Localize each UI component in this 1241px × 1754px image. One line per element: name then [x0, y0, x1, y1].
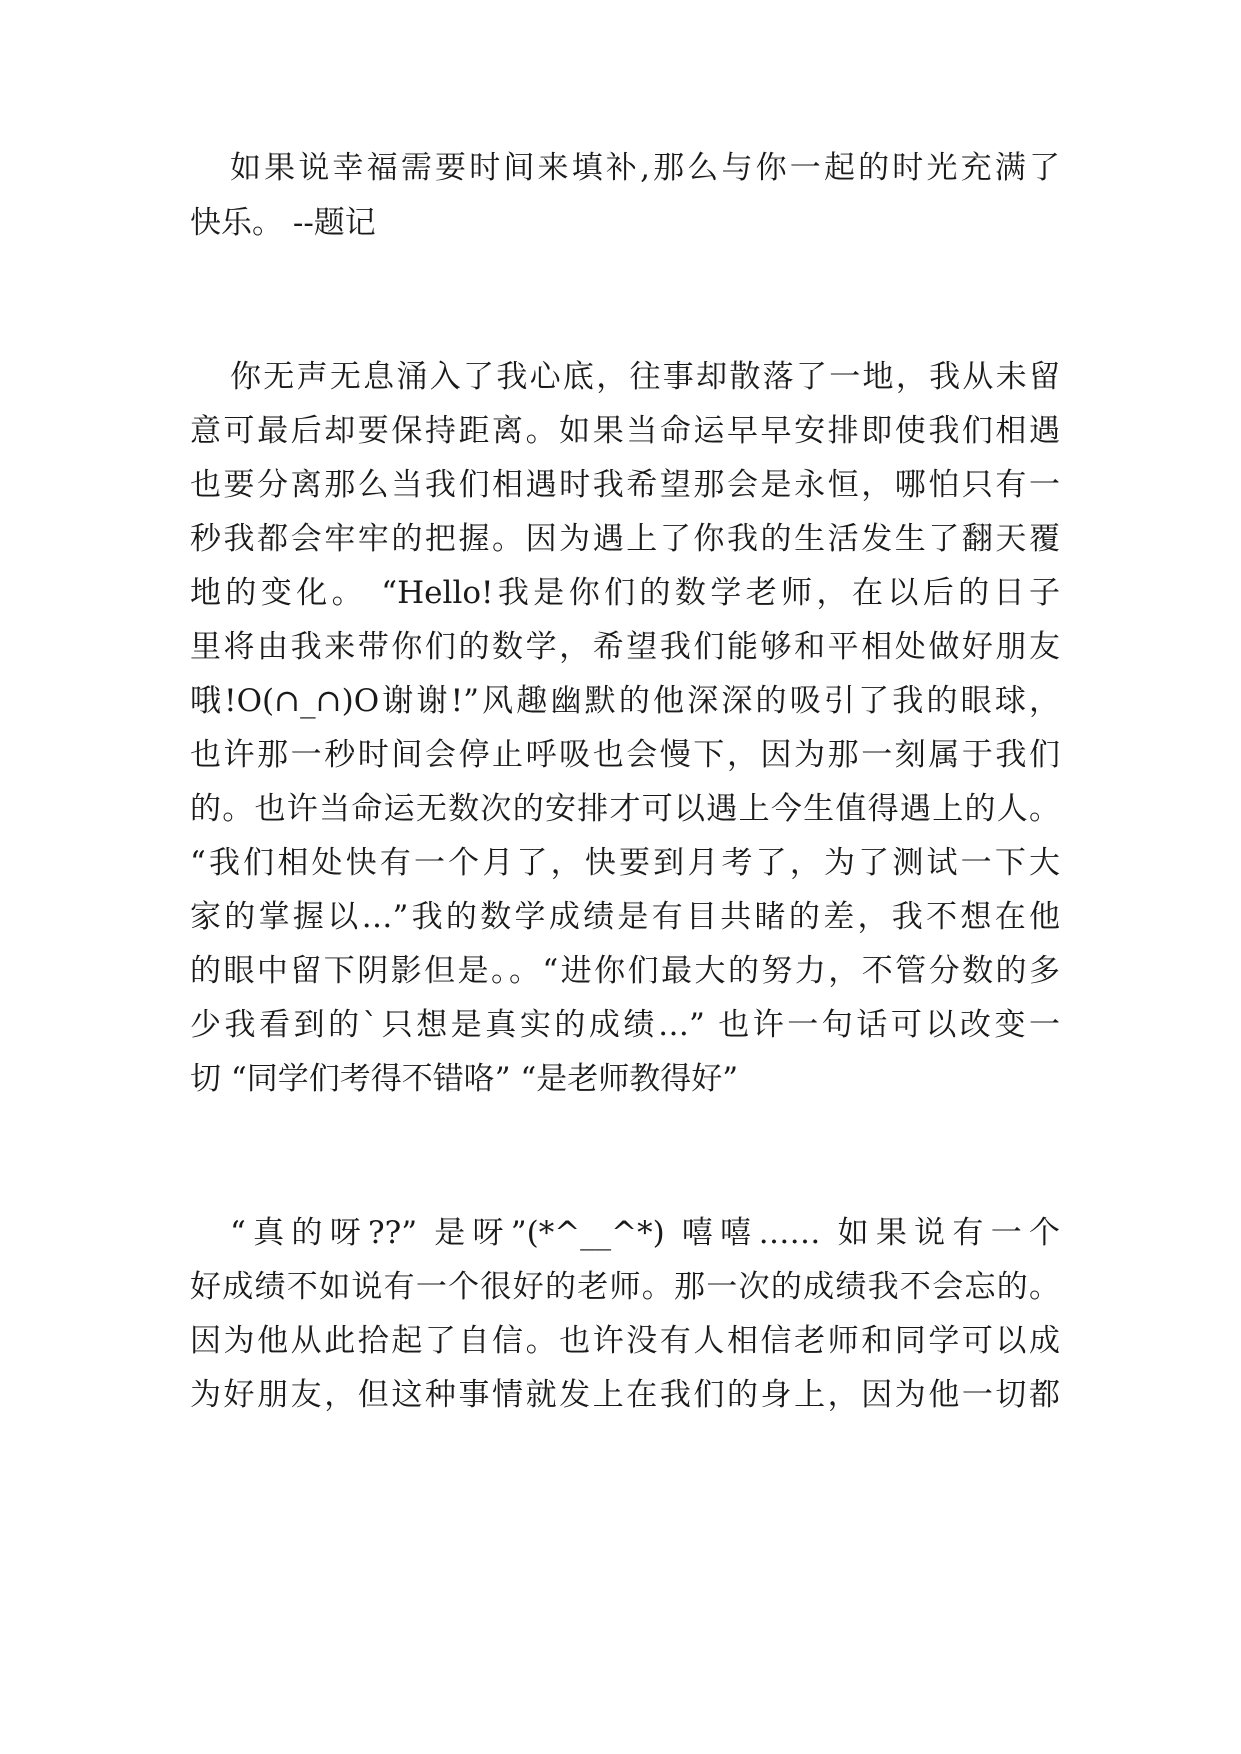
paragraph-1-line-1: 如果说幸福需要时间来填补,那么与你一起的时光充满了 [230, 150, 1060, 186]
paragraph-3-line-4: 为好朋友，但这种事情就发上在我们的身上，因为他一切都 [190, 1377, 1060, 1413]
paragraph-2-line-10: “我们相处快有一个月了，快要到月考了，为了测试一下大 [190, 845, 1060, 881]
paragraph-2-line-1: 你无声无息涌入了我心底，往事却散落了一地，我从未留 [230, 359, 1060, 395]
paragraph-3-line-1: “真的呀??” 是呀”(*^__^*) 嘻嘻…… 如果说有一个 [230, 1215, 1060, 1251]
paragraph-2-line-13: 少我看到的`只想是真实的成绩…” 也许一句话可以改变一 [190, 1007, 1060, 1043]
paragraph-3-line-3: 因为他从此拾起了自信。也许没有人相信老师和同学可以成 [190, 1323, 1060, 1359]
paragraph-2-line-5: 地的变化。 “Hello!我是你们的数学老师，在以后的日子 [190, 575, 1060, 611]
paragraph-2-line-7: 哦!O(∩_∩)O谢谢!”风趣幽默的他深深的吸引了我的眼球， [190, 683, 1060, 719]
paragraph-3-line-2: 好成绩不如说有一个很好的老师。那一次的成绩我不会忘的。 [190, 1269, 1060, 1305]
paragraph-2-line-11: 家的掌握以…”我的数学成绩是有目共睹的差，我不想在他 [190, 899, 1060, 935]
paragraph-2-line-12: 的眼中留下阴影但是。。“进你们最大的努力，不管分数的多 [190, 953, 1060, 989]
paragraph-2-line-4: 秒我都会牢牢的把握。因为遇上了你我的生活发生了翻天覆 [190, 521, 1060, 557]
paragraph-2-line-14: 切 “同学们考得不错咯” “是老师教得好” [190, 1061, 739, 1097]
paragraph-2-line-9: 的。也许当命运无数次的安排才可以遇上今生值得遇上的人。 [190, 791, 1060, 827]
paragraph-2-line-2: 意可最后却要保持距离。如果当命运早早安排即使我们相遇 [190, 413, 1060, 449]
paragraph-1-line-2: 快乐。 --题记 [190, 205, 376, 241]
paragraph-2-line-6: 里将由我来带你们的数学，希望我们能够和平相处做好朋友 [190, 629, 1060, 665]
paragraph-2-line-8: 也许那一秒时间会停止呼吸也会慢下，因为那一刻属于我们 [190, 737, 1060, 773]
paragraph-2-line-3: 也要分离那么当我们相遇时我希望那会是永恒，哪怕只有一 [190, 467, 1060, 503]
